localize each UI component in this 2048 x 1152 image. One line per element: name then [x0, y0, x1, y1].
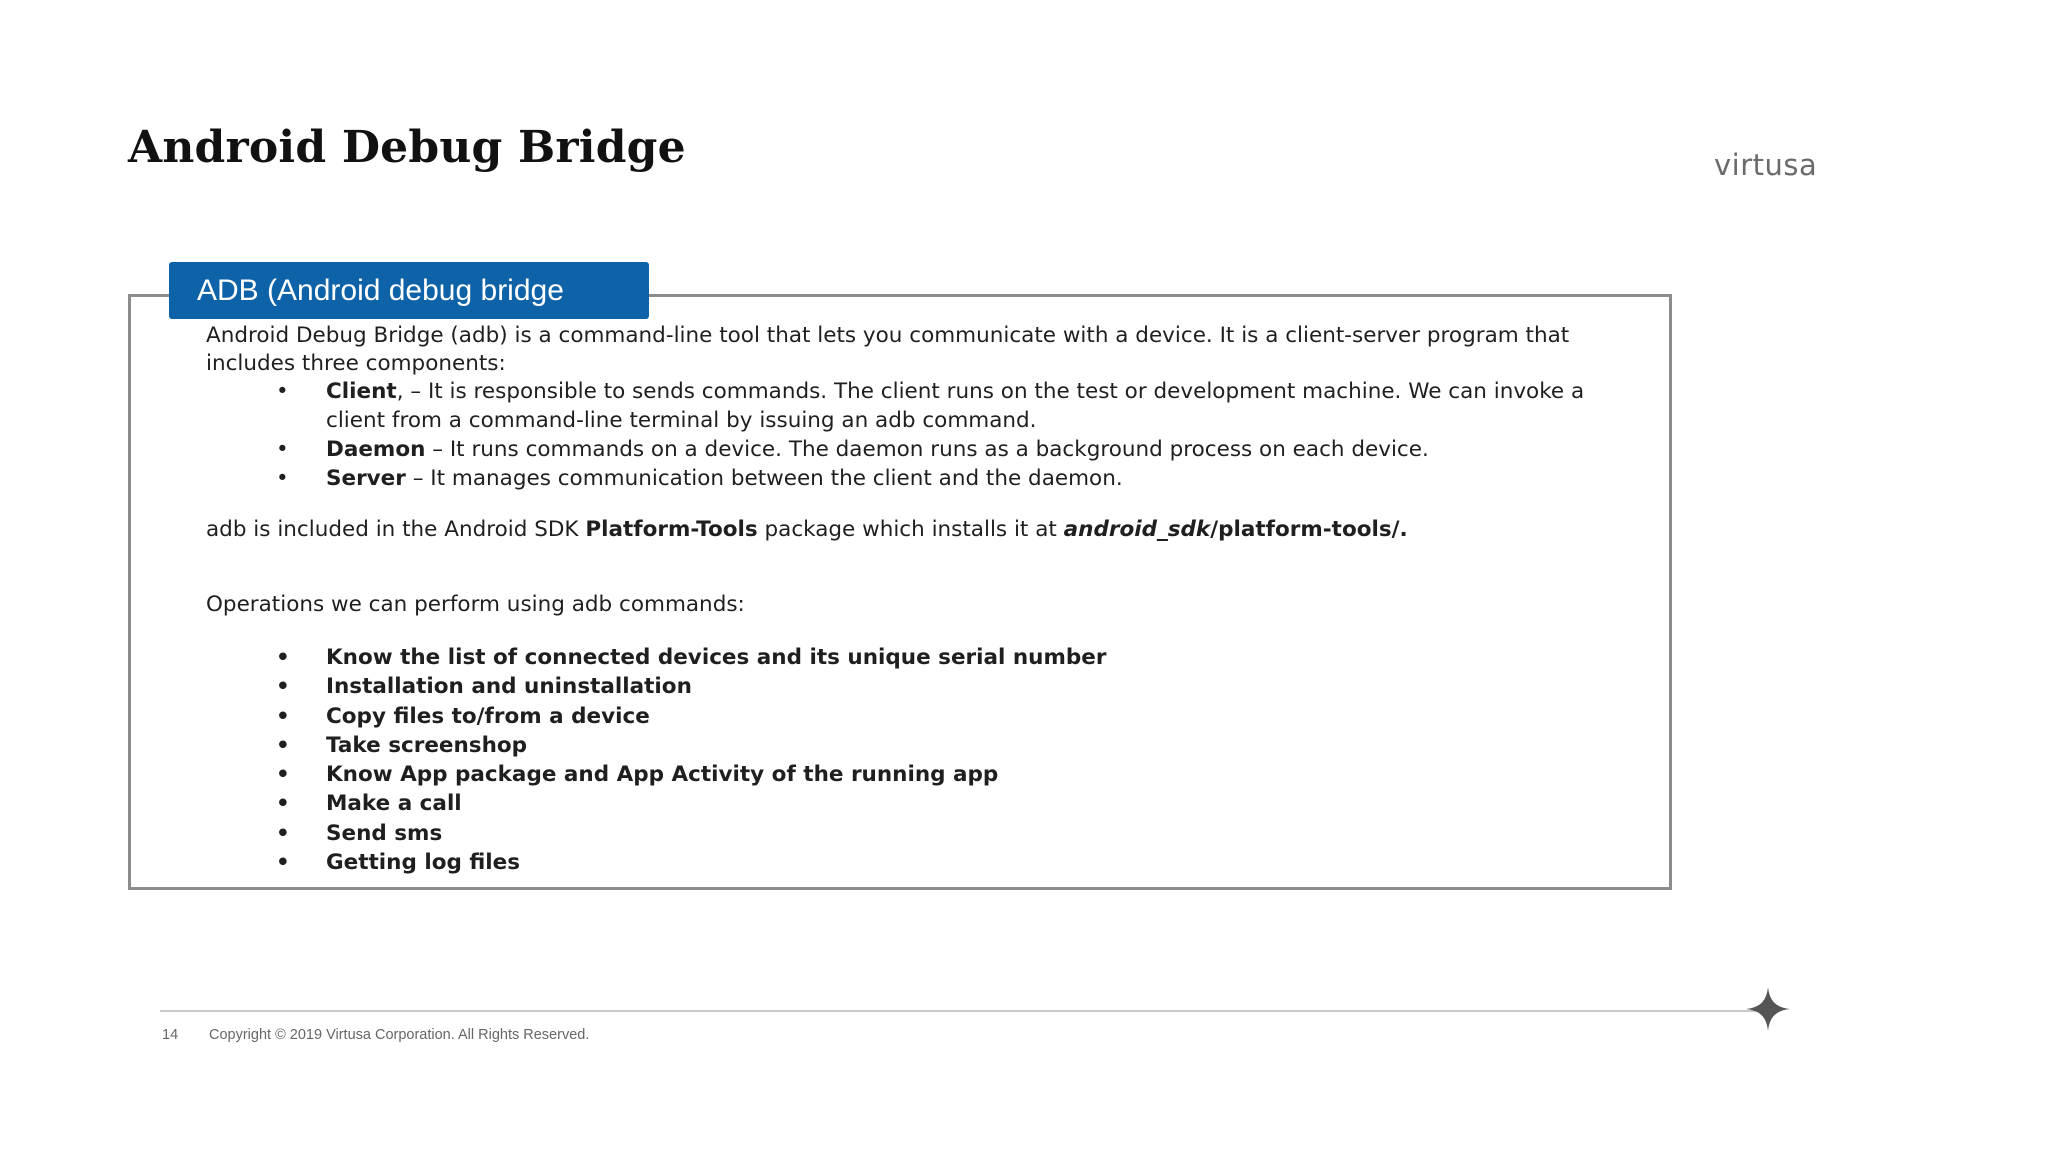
operation-text: Know the list of connected devices and its unique serial number — [326, 645, 1107, 670]
bullet-icon: • — [276, 379, 289, 404]
bullet-icon: • — [276, 732, 290, 758]
component-term: Server — [326, 466, 406, 491]
list-item — [206, 819, 1406, 848]
page-number: 14 — [162, 1027, 179, 1043]
bullet-icon: • — [276, 820, 290, 846]
copyright-text: Copyright © 2019 Virtusa Corporation. All Rights Reserved. — [209, 1027, 590, 1043]
component-term: Daemon — [326, 437, 426, 462]
sdk-package: Platform-Tools — [585, 517, 758, 542]
section-tab: ADB (Android debug bridge — [169, 262, 649, 319]
operation-text: Getting log files — [326, 850, 521, 876]
bullet-icon: • — [276, 645, 290, 670]
bullet-icon: • — [276, 703, 290, 729]
sdk-paragraph — [206, 516, 1596, 544]
bullet-icon: • — [276, 791, 290, 817]
bullet-icon: • — [276, 762, 290, 788]
four-point-star-icon — [1744, 985, 1792, 1033]
bullet-icon: • — [276, 437, 289, 462]
list-item — [206, 789, 1406, 818]
list-item — [206, 848, 1406, 877]
list-item — [206, 731, 1406, 760]
component-desc: , – It is responsible to sends commands. The client runs on the test or development machine. We can invoke a client from a command-line terminal by issuing an adb command. — [326, 379, 1585, 433]
list-item — [206, 760, 1406, 789]
operation-text: Take screenshop — [326, 732, 528, 758]
operation-text: Installation and uninstallation — [326, 674, 692, 700]
sdk-path: /platform-tools/. — [1210, 517, 1408, 542]
list-item — [206, 672, 1406, 701]
list-item — [206, 377, 1596, 435]
operation-text: Know App package and App Activity of the running app — [326, 762, 999, 788]
operation-text: Copy files to/from a device — [326, 703, 650, 729]
bullet-icon: • — [276, 466, 289, 491]
component-term: Client — [326, 379, 397, 404]
component-desc: – It manages communication between the client and the daemon. — [405, 466, 1123, 491]
slide-title: Android Debug Bridge — [128, 122, 686, 173]
components-list — [206, 377, 1596, 493]
intro-paragraph: Android Debug Bridge (adb) is a command-line tool that lets you communicate with a device. It is a client-server program that includes three components: — [206, 323, 1570, 376]
list-item — [206, 464, 1596, 493]
component-desc: – It runs commands on a device. The daemon runs as a background process on each device. — [425, 437, 1429, 462]
sdk-path-italic: android_sdk — [1063, 517, 1211, 542]
footer-divider — [160, 1010, 1760, 1012]
operation-text: Send sms — [326, 820, 443, 846]
list-item — [206, 702, 1406, 731]
sdk-text: package which installs it at — [757, 517, 1064, 542]
operation-text: Make a call — [326, 791, 462, 817]
list-item — [206, 435, 1596, 464]
bullet-icon: • — [276, 674, 290, 700]
bullet-icon: • — [276, 850, 290, 876]
operations-list — [206, 643, 1406, 877]
virtusa-logo: virtusa — [1714, 148, 1818, 182]
operations-intro: Operations we can perform using adb commands: — [206, 592, 745, 617]
list-item — [206, 643, 1406, 672]
sdk-text: adb is included in the Android SDK — [206, 517, 586, 542]
